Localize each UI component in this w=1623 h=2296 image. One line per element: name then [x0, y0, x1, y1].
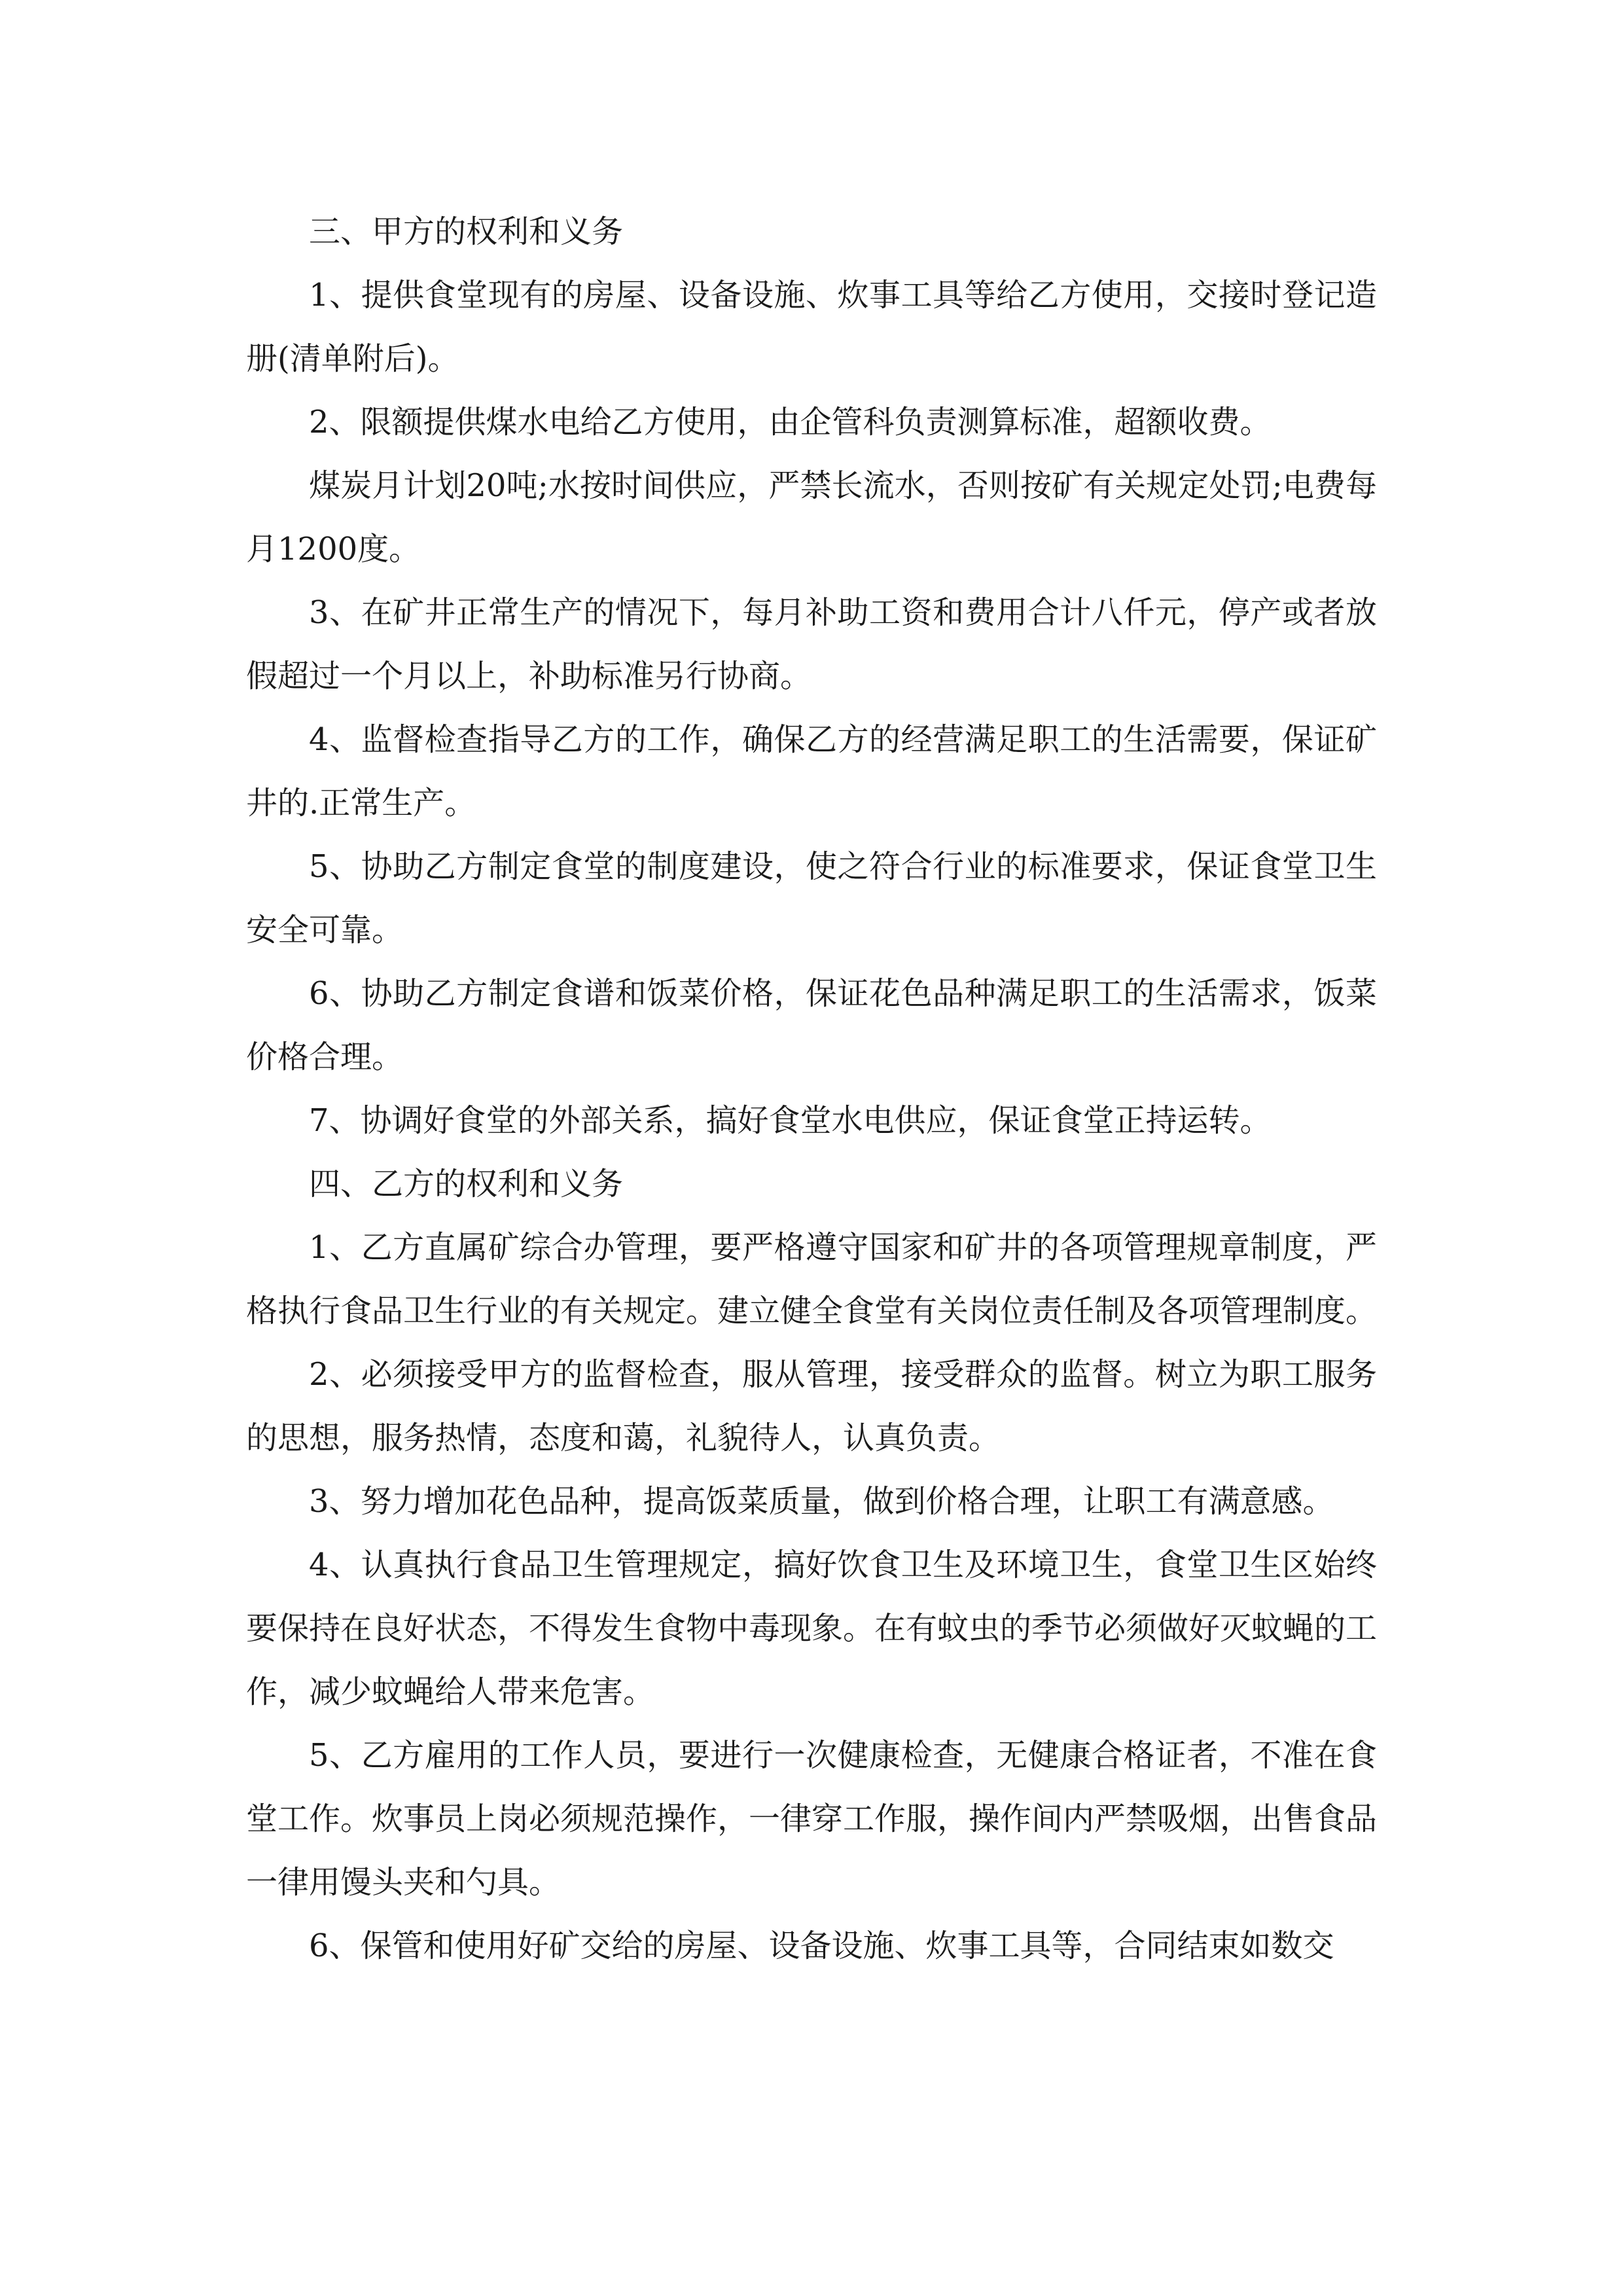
- document-body: [246, 200, 1377, 1978]
- paragraph-a4: 4、监督检查指导乙方的工作，确保乙方的经营满足职工的生活需要，保证矿井的.正常生产。: [246, 721, 1377, 821]
- paragraph-b1: 1、乙方直属矿综合办管理，要严格遵守国家和矿井的各项管理规章制度，严格执行食品卫生行业的有关规定。建立健全食堂有关岗位责任制及各项管理制度。: [246, 1229, 1378, 1329]
- paragraph-a2: 2、限额提供煤水电给乙方使用，由企管科负责测算标准，超额收费。: [309, 404, 1272, 440]
- paragraph-b3: 3、努力增加花色品种，提高饭菜质量，做到价格合理，让职工有满意感。: [309, 1483, 1334, 1520]
- paragraph-a7: 7、协调好食堂的外部关系，搞好食堂水电供应，保证食堂正持运转。: [309, 1102, 1272, 1139]
- paragraph-b2: 2、必须接受甲方的监督检查，服从管理，接受群众的监督。树立为职工服务的思想，服务热情，态度和蔼，礼貌待人，认真负责。: [246, 1356, 1377, 1456]
- paragraph-a1: 1、提供食堂现有的房屋、设备设施、炊事工具等给乙方使用，交接时登记造册(清单附后)。: [246, 277, 1377, 377]
- paragraph-a3: 3、在矿井正常生产的情况下，每月补助工资和费用合计八仟元，停产或者放假超过一个月以上，补助标准另行协商。: [246, 594, 1377, 694]
- section-heading-party-b: 四、乙方的权利和义务: [309, 1166, 624, 1202]
- paragraph-a2-detail: 煤炭月计划20吨;水按时间供应，严禁长流水，否则按矿有关规定处罚;电费每月1200度。: [246, 467, 1377, 567]
- paragraph-a6: 6、协助乙方制定食谱和饭菜价格，保证花色品种满足职工的生活需求，饭菜价格合理。: [246, 975, 1377, 1075]
- paragraph-b6: 6、保管和使用好矿交给的房屋、设备设施、炊事工具等，合同结束如数交: [309, 1928, 1334, 1964]
- paragraph-b5: 5、乙方雇用的工作人员，要进行一次健康检查，无健康合格证者，不准在食堂工作。炊事员上岗必须规范操作，一律穿工作服，操作间内严禁吸烟，出售食品一律用馒头夹和勺具。: [246, 1737, 1378, 1901]
- paragraph-a5: 5、协助乙方制定食堂的制度建设，使之符合行业的标准要求，保证食堂卫生安全可靠。: [246, 848, 1377, 948]
- paragraph-b4: 4、认真执行食品卫生管理规定，搞好饮食卫生及环境卫生，食堂卫生区始终要保持在良好状态，不得发生食物中毒现象。在有蚊虫的季节必须做好灭蚊蝇的工作，减少蚊蝇给人带来危害。: [246, 1547, 1378, 1710]
- section-heading-party-a: 三、甲方的权利和义务: [309, 213, 624, 250]
